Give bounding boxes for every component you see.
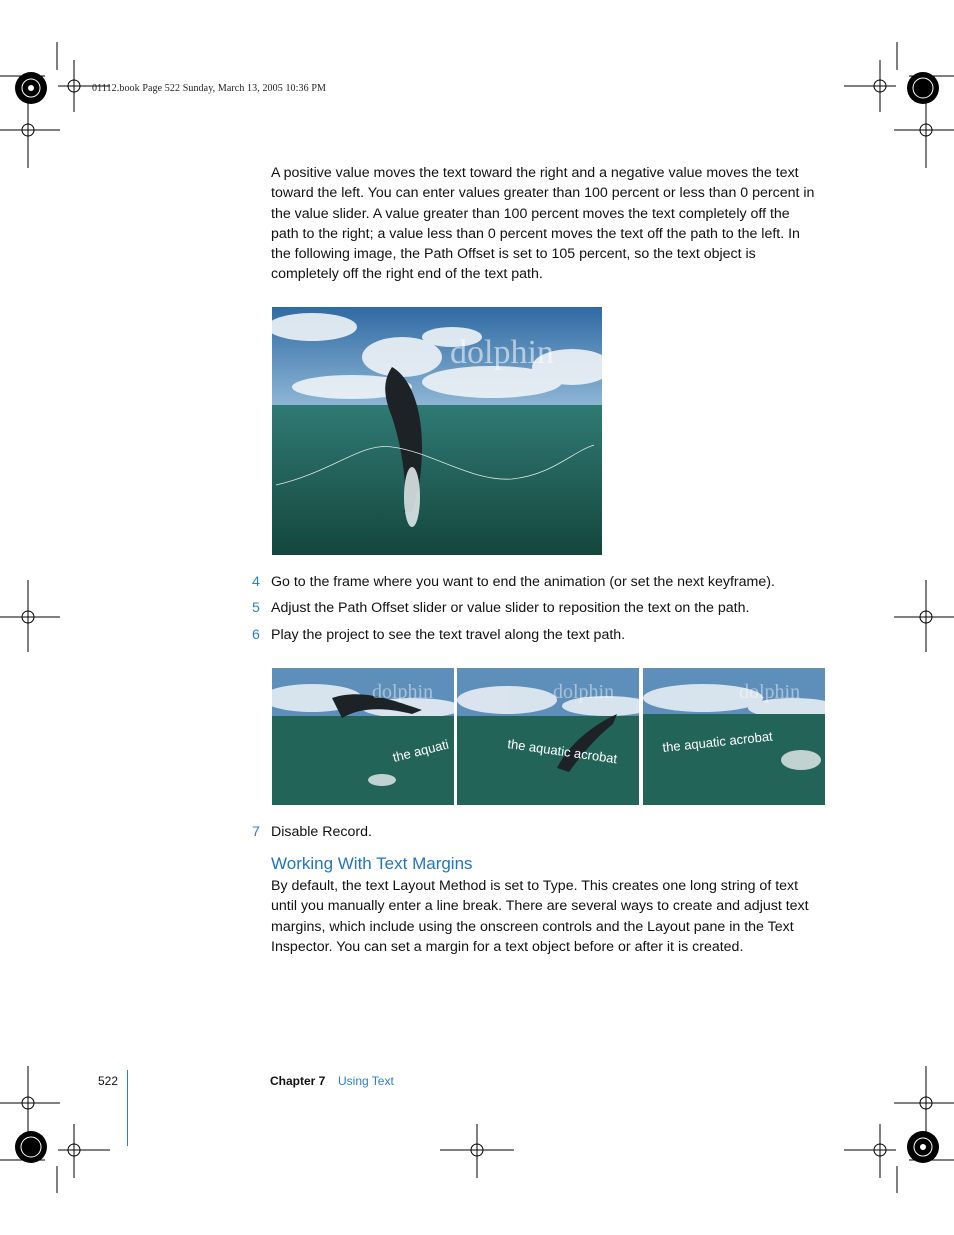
step-text: Play the project to see the text travel along the text path. [271,627,626,643]
frame-path-text: the aquatic acrobat [506,736,619,767]
footer-rule [127,1070,128,1146]
step-number: 6 [252,627,260,643]
paragraph-line: margins, which include using the onscreen controls and the Layout pane in the Text [271,918,794,935]
frame-photo [272,668,454,805]
frame-title-text: dolphin [372,681,434,703]
paragraph-line: until you manually enter a line break. There are several ways to create and adjust text [271,898,809,915]
figure-path-offset [272,307,602,555]
frame-photo [457,668,639,805]
step-text: Go to the frame where you want to end the animation (or set the next keyframe). [271,574,775,590]
step-text: Disable Record. [271,824,372,840]
print-header: 01112.book Page 522 Sunday, March 13, 2005 10:36 PM [92,83,326,94]
paragraph-line: the following image, the Path Offset is set to 105 percent, so the text object is [271,246,756,263]
intro-paragraph [271,163,831,285]
paragraph-line: Inspector. You can set a margin for a text object before or after it is created. [271,938,744,955]
page-number: 522 [98,1074,119,1088]
paragraph-line: By default, the text Layout Method is set to Type. This creates one long string of text [271,878,799,894]
sequence-frame [272,668,454,805]
footer-chapter-title: Using Text [338,1074,394,1088]
paragraph-line: A positive value moves the text toward the right and a negative value moves the text [271,165,799,181]
step-number: 7 [252,824,260,840]
frame-path-text: the aquatic acrobat [661,728,774,755]
section-heading: Working With Text Margins [271,854,473,873]
sequence-frame [457,668,639,805]
section-paragraph [271,876,831,957]
dolphin-title-text: dolphin [450,334,554,371]
paragraph-line: path to the right; a value less than 0 percent moves the text off the path to the left. In [271,225,800,242]
frame-title-text: dolphin [553,681,615,703]
footer-chapter: Chapter 7 [270,1074,326,1088]
frame-title-text: dolphin [739,681,801,703]
sequence-frame [643,668,825,805]
step-text: Adjust the Path Offset slider or value slider to reposition the text on the path. [271,600,750,616]
step-number: 4 [252,574,260,590]
paragraph-line: the value slider. A value greater than 100 percent moves the text completely off the [271,205,790,222]
paragraph-line: completely off the right end of the text path. [271,266,543,283]
dolphin-photo [272,307,602,555]
frame-path-text: the aquati [391,736,451,765]
frame-photo [643,668,825,805]
paragraph-line: toward the left. You can enter values greater than 100 percent or less than 0 percent in [271,185,815,202]
step-number: 5 [252,600,260,616]
